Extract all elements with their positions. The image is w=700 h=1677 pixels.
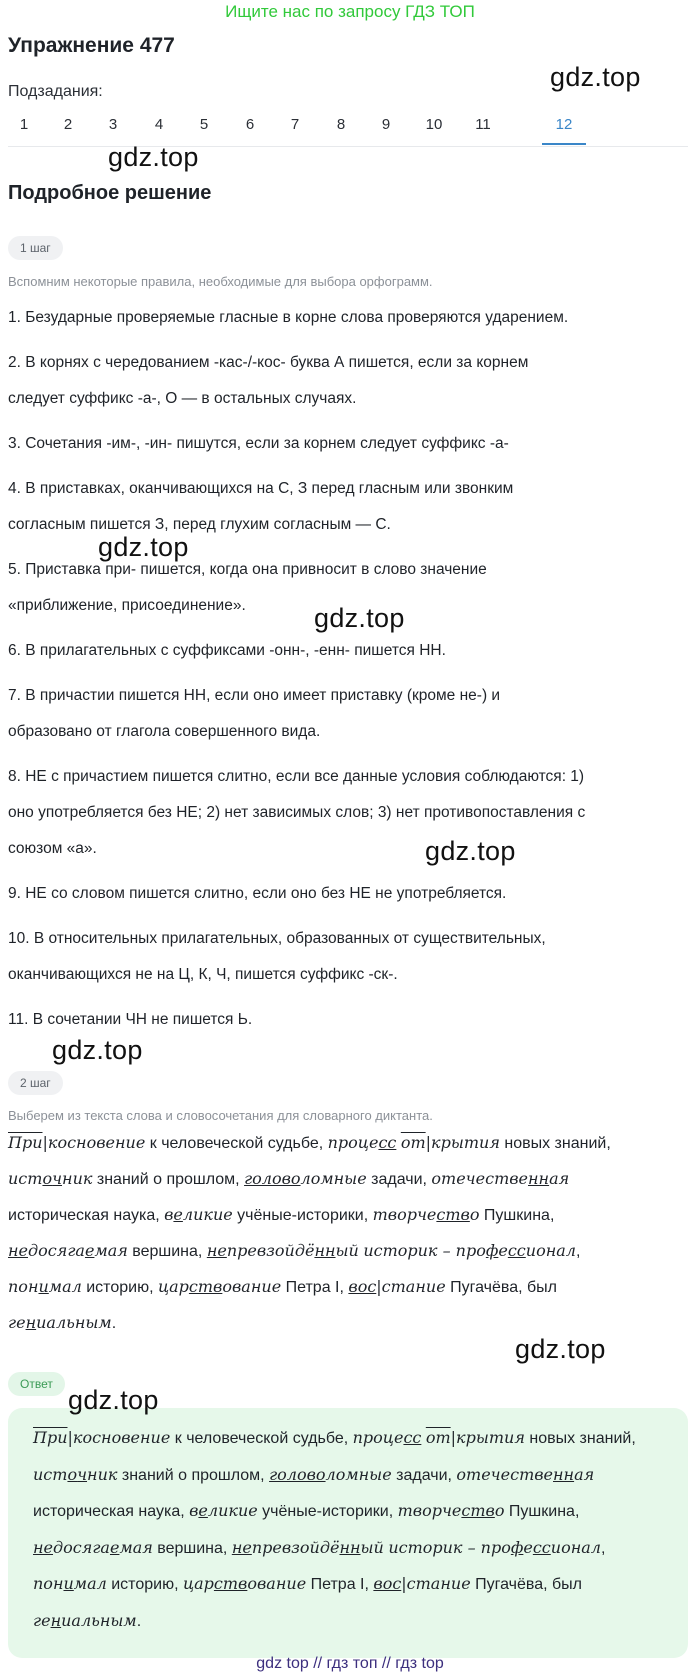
subtasks-label: Подзадания: [8, 83, 103, 100]
dictation-word [269, 1465, 392, 1484]
underlined-part: нн [339, 1537, 361, 1557]
word-part: ование [247, 1574, 307, 1593]
underlined-part: ств [188, 1277, 223, 1296]
rule-2-line: следует суффикс -а-, О — в остальных случаях. [8, 390, 357, 407]
word-part: новение [101, 1428, 171, 1447]
word-text: учёные-историки, [257, 1503, 398, 1520]
rule-10 [8, 921, 693, 993]
dictation-word [189, 1501, 258, 1520]
word-part: ая [549, 1169, 570, 1188]
word-part: творче [372, 1205, 437, 1224]
word-part: ликие [182, 1205, 233, 1224]
rule-6-line: 6. В прилагательных с суффиксами -онн-, -енн- пишется НН. [8, 642, 446, 659]
root-mark: голово [244, 1169, 301, 1188]
dictation-word [33, 1465, 117, 1484]
rule-8-line: союзом «а». [8, 840, 97, 857]
word-text: , [575, 1243, 581, 1260]
rule-5-line: «приближение, присоединение». [8, 597, 246, 614]
dictation-word [398, 1501, 505, 1520]
underlined-part: о [67, 1464, 78, 1484]
word-part: крытия [456, 1428, 525, 1447]
dictation-word [33, 1611, 137, 1630]
word-part: е [498, 1241, 508, 1260]
dictation-word [8, 1241, 128, 1260]
word-text: вершина, [127, 1243, 207, 1260]
word-part: досяга [53, 1537, 110, 1557]
top-banner[interactable]: Ищите нас по запросу ГДЗ ТОП [225, 2, 475, 21]
prefix-mark: от [425, 1428, 451, 1447]
underlined-part: и [63, 1574, 74, 1593]
root-mark: пон [33, 1574, 64, 1593]
word-part: превзойдё [251, 1537, 340, 1557]
step-1-note: Вспомним некоторые правила, необходимые для выбора орфограмм. [8, 274, 433, 289]
word-text: историческая наука, [33, 1503, 190, 1520]
dictation-word [232, 1538, 384, 1557]
word-text: историю, [106, 1576, 183, 1593]
word-part: о [469, 1205, 480, 1224]
prefix-mark: вос [373, 1574, 402, 1593]
word-text: Петра I, [281, 1279, 349, 1296]
word-text: , [600, 1539, 606, 1557]
word-text: . [136, 1612, 142, 1630]
dictation-word: При|косновение [33, 1428, 171, 1447]
dictation-word [363, 1241, 576, 1260]
rule-1-line: 1. Безударные проверяемые гласные в корне слова проверяются ударением. [8, 309, 569, 326]
watermark: gdz.top [425, 836, 516, 866]
dictation-word [456, 1465, 594, 1484]
subtask-tab-12[interactable]: 12 [542, 110, 586, 145]
subtask-tab-2[interactable]: 2 [63, 116, 73, 133]
word-part: ник [87, 1464, 118, 1484]
word-part: новение [76, 1133, 146, 1152]
underlined-part: сс [507, 1241, 526, 1260]
word-text: Пушкина, [479, 1207, 555, 1224]
word-part: стание [381, 1277, 446, 1296]
word-text: . [111, 1315, 117, 1332]
rule-11-line: 11. В сочетании ЧН не пишется Ь. [8, 1011, 253, 1028]
footer-links[interactable]: gdz top // гдз топ // гдз top [256, 1655, 444, 1672]
subtask-tab-8[interactable]: 8 [336, 116, 346, 133]
dictation-word [33, 1538, 153, 1557]
underlined-part: нн [528, 1169, 550, 1188]
word-text: задачи, [391, 1466, 457, 1484]
watermark: gdz.top [550, 62, 641, 92]
underlined-part: ств [461, 1501, 495, 1520]
dictation-word: от|крытия [425, 1428, 525, 1447]
word-part: историк – про [363, 1241, 486, 1260]
answer-words [33, 1420, 673, 1639]
word-part: крытия [431, 1133, 500, 1152]
word-part: творче [397, 1501, 462, 1520]
word-part: в [164, 1205, 174, 1224]
word-text: Петра I, [306, 1576, 374, 1593]
root-mark: голово [269, 1464, 326, 1484]
underlined-part: сс [532, 1537, 551, 1557]
rule-9 [8, 876, 693, 912]
word-text: знаний о прошлом, [92, 1171, 245, 1188]
word-part: ге [8, 1313, 26, 1332]
subtask-tab-10[interactable]: 10 [425, 116, 443, 133]
word-text: историю, [81, 1279, 158, 1296]
word-text: Пугачёва, был [445, 1279, 557, 1296]
prefix-mark: При [8, 1133, 43, 1152]
watermark: gdz.top [314, 603, 405, 633]
word-text: к человеческой судьбе, [145, 1135, 328, 1152]
dictation-word [244, 1169, 367, 1188]
dictation-word [33, 1574, 107, 1593]
word-text: учёные-историки, [232, 1207, 373, 1224]
dictation-word [158, 1277, 281, 1296]
underlined-part: е [84, 1241, 95, 1260]
word-text: вершина, [152, 1539, 232, 1557]
rule-9-line: 9. НЕ со словом пишется слитно, если оно без НЕ не употребляется. [8, 885, 507, 902]
step-1-chip: 1 шаг [8, 236, 63, 260]
rule-7-line: образовано от глагола совершенного вида. [8, 723, 321, 740]
word-part: ионал [525, 1241, 576, 1260]
watermark: gdz.top [108, 142, 199, 172]
underlined-part: ф [485, 1241, 499, 1260]
step-2-chip: 2 шаг [8, 1071, 63, 1095]
word-text: историческая наука, [8, 1207, 165, 1224]
underlined-part: не [8, 1241, 29, 1260]
underlined-part: н [50, 1610, 62, 1630]
dictation-word [431, 1169, 569, 1188]
underlined-part: е [109, 1537, 120, 1557]
rule-7-line: 7. В причастии пишется НН, если оно имеет приставку (кроме не-) и [8, 687, 501, 704]
underlined-part: не [206, 1241, 227, 1260]
word-part: цар [182, 1574, 214, 1593]
watermark: gdz.top [52, 1035, 143, 1065]
rule-11 [8, 1002, 693, 1038]
rule-6 [8, 633, 693, 669]
dictation-word [207, 1241, 359, 1260]
rule-3 [8, 426, 693, 462]
word-part: стание [406, 1574, 471, 1593]
underlined-part: е [198, 1501, 208, 1520]
word-part: о [494, 1501, 505, 1520]
rule-7 [8, 678, 693, 750]
page-title: Упражнение 477 [8, 34, 175, 57]
word-part: иальным [61, 1610, 137, 1630]
rule-2 [8, 345, 693, 417]
prefix-mark: от [400, 1133, 426, 1152]
word-text: знаний о прошлом, [117, 1466, 270, 1484]
root-mark: кос [47, 1133, 77, 1152]
word-part: ование [222, 1277, 282, 1296]
rule-10-line: оканчивающихся не на Ц, К, Ч, пишется суффикс -ск-. [8, 966, 398, 983]
rule-4-line: 4. В приставках, оканчивающихся на С, З перед гласным или звонким [8, 480, 514, 497]
word-part: превзойдё [226, 1241, 315, 1260]
subtask-tab-11[interactable]: 11 [475, 116, 491, 133]
prefix-mark: вос [348, 1277, 377, 1296]
underlined-part: и [38, 1277, 49, 1296]
subtask-tab-7[interactable]: 7 [290, 116, 300, 133]
answer-chip: Ответ [8, 1372, 65, 1396]
underlined-part: о [42, 1169, 53, 1188]
rule-10-line: 10. В относительных прилагательных, образованных от существительных, [8, 930, 546, 947]
watermark: gdz.top [98, 532, 189, 562]
section-title: Подробное решение [8, 182, 212, 204]
watermark: gdz.top [515, 1334, 606, 1364]
word-part: проце [327, 1133, 379, 1152]
rule-8-line: 8. НЕ с причастием пишется слитно, если все данные условия соблюдаются: 1) [8, 768, 585, 785]
word-part: ник [62, 1169, 93, 1188]
word-part: историк – про [388, 1537, 511, 1557]
subtask-tab-1[interactable]: 1 [19, 116, 29, 133]
underlined-part: ч [52, 1169, 63, 1188]
dictation-word: вос|стание [348, 1277, 446, 1296]
watermark: gdz.top [68, 1385, 159, 1415]
rule-1 [8, 300, 693, 336]
root-mark: ломные [300, 1169, 367, 1188]
subtask-tab-5[interactable]: 5 [199, 116, 209, 133]
word-part: проце [352, 1428, 404, 1447]
subtask-tab-6[interactable]: 6 [245, 116, 255, 133]
underlined-part: нн [553, 1464, 575, 1484]
dictation-word [8, 1169, 92, 1188]
word-text: новых знаний, [524, 1430, 636, 1447]
dictation-word [164, 1205, 233, 1224]
word-part: ионал [550, 1537, 601, 1557]
word-text: к человеческой судьбе, [170, 1430, 353, 1447]
dictation-word [353, 1428, 422, 1447]
root-mark: ломные [325, 1464, 392, 1484]
underlined-part: сс [403, 1428, 422, 1447]
word-part: досяга [28, 1241, 85, 1260]
word-part: отечестве [456, 1464, 554, 1484]
word-text: задачи, [366, 1171, 432, 1188]
word-part: ликие [207, 1501, 258, 1520]
rule-2-line: 2. В корнях с чередованием -кас-/-кос- буква А пишется, если за корнем [8, 354, 529, 371]
underlined-part: ств [213, 1574, 248, 1593]
root-mark: кос [72, 1428, 102, 1447]
word-part: ый [335, 1241, 359, 1260]
underlined-part: ф [510, 1537, 524, 1557]
subtask-tab-3[interactable]: 3 [108, 116, 118, 133]
dictation-word: вос|стание [373, 1574, 471, 1593]
dictation-word: При|косновение [8, 1133, 146, 1152]
word-text: Пушкина, [504, 1503, 580, 1520]
word-text: новых знаний, [499, 1135, 611, 1152]
word-part: ист [33, 1464, 68, 1484]
prefix-mark: При [33, 1428, 68, 1447]
rule-8 [8, 759, 693, 867]
underlined-part: н [25, 1313, 37, 1332]
step-2-note: Выберем из текста слова и словосочетания для словарного диктанта. [8, 1108, 433, 1123]
word-part: ый [360, 1537, 384, 1557]
underlined-part: сс [378, 1133, 397, 1152]
word-part: ист [8, 1169, 43, 1188]
word-part: ая [574, 1464, 595, 1484]
dictation-word [388, 1538, 601, 1557]
word-part: мал [73, 1574, 107, 1593]
dictation-word [8, 1313, 112, 1332]
rule-4-line: согласным пишется З, перед глухим согласным — С. [8, 516, 391, 533]
dictation-word [183, 1574, 306, 1593]
word-part: мал [48, 1277, 82, 1296]
dictation-word [373, 1205, 480, 1224]
rule-8-line: оно употребляется без НЕ; 2) нет зависимых слов; 3) нет противопоставления с [8, 804, 586, 821]
word-part: цар [157, 1277, 189, 1296]
rule-5-line: 5. Приставка при- пишется, когда она привносит в слово значение [8, 561, 487, 578]
subtask-tab-9[interactable]: 9 [381, 116, 391, 133]
word-part: ге [33, 1610, 51, 1630]
word-part: отечестве [431, 1169, 529, 1188]
dictation-word [328, 1133, 397, 1152]
word-text: Пугачёва, был [470, 1576, 582, 1593]
underlined-part: ств [436, 1205, 470, 1224]
word-part: в [189, 1501, 199, 1520]
dictation-words [8, 1125, 696, 1341]
underlined-part: ч [77, 1464, 88, 1484]
word-part: мая [94, 1241, 128, 1260]
underlined-part: нн [314, 1241, 336, 1260]
root-mark: пон [8, 1277, 39, 1296]
word-part: мая [119, 1537, 153, 1557]
word-part: е [523, 1537, 533, 1557]
word-part: иальным [36, 1313, 112, 1332]
underlined-part: не [231, 1537, 252, 1557]
subtask-tab-4[interactable]: 4 [154, 116, 164, 133]
underlined-part: не [33, 1537, 54, 1557]
rule-3-line: 3. Сочетания -им-, -ин- пишутся, если за корнем следует суффикс -а- [8, 435, 509, 452]
dictation-word: от|крытия [400, 1133, 500, 1152]
underlined-part: е [173, 1205, 183, 1224]
answer-box [8, 1408, 688, 1658]
dictation-word [8, 1277, 82, 1296]
